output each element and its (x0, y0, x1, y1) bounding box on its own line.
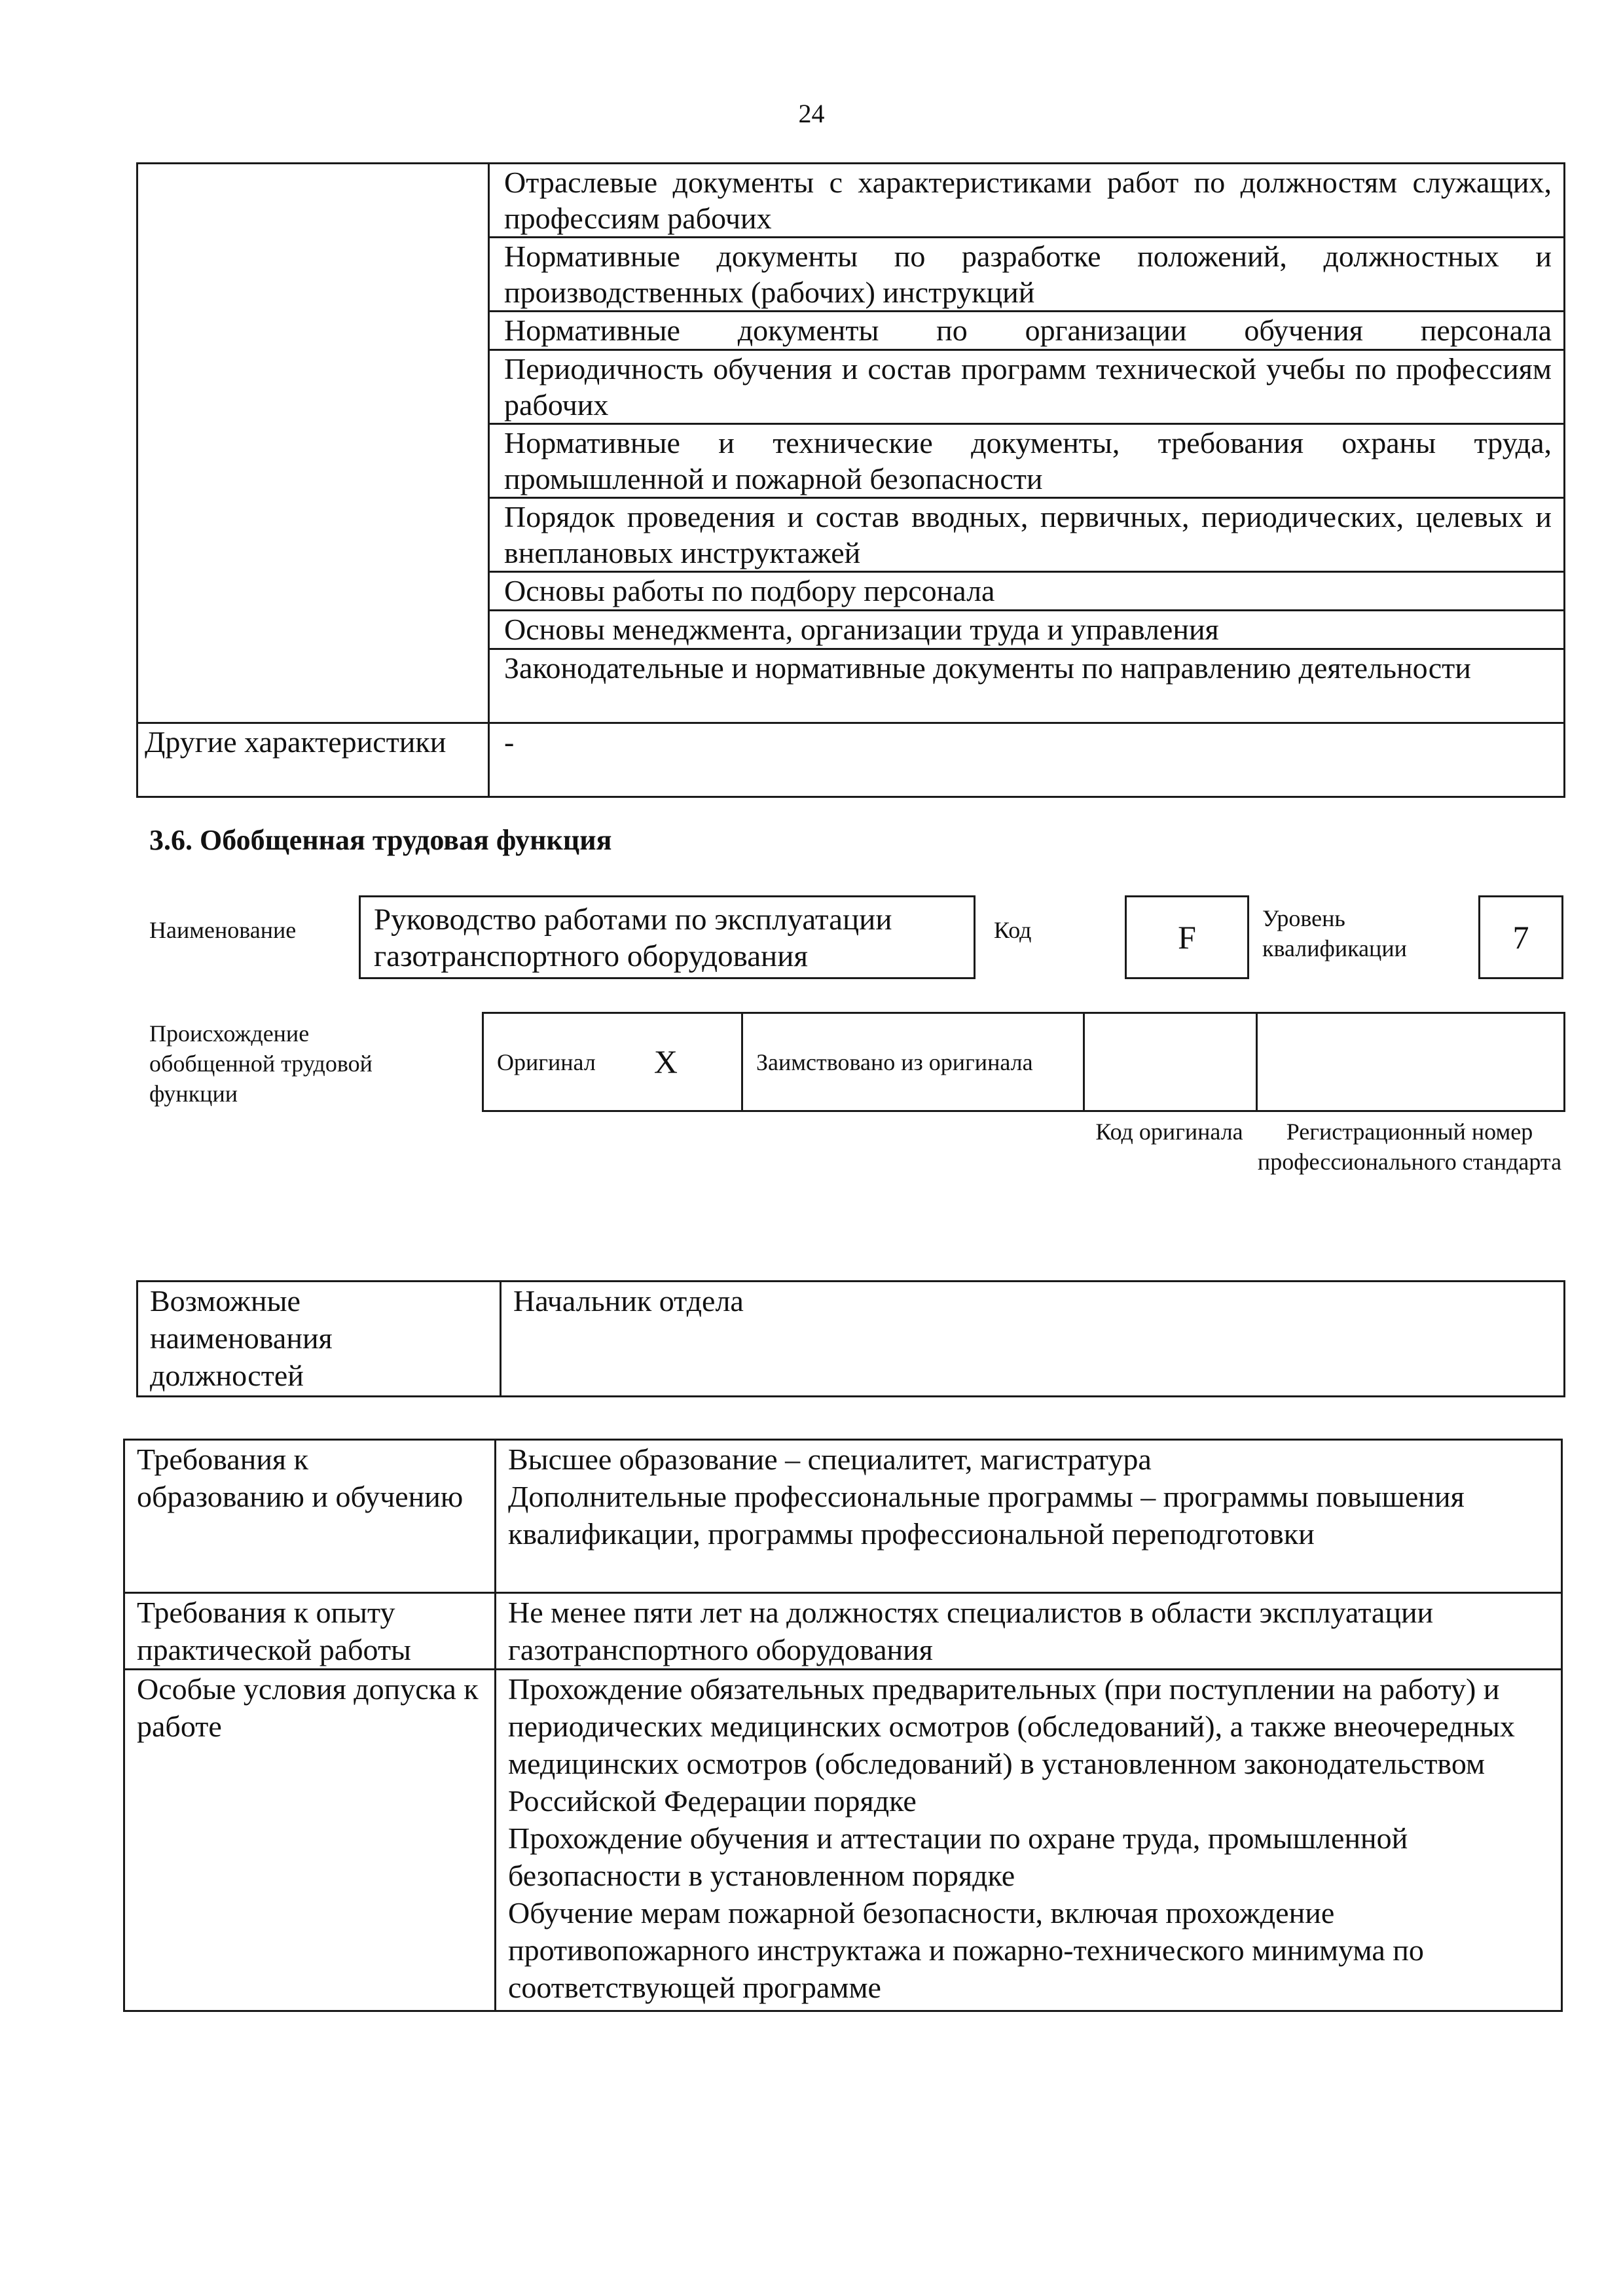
knowledge-item: Порядок проведения и состав вводных, первичных, периодических, целевых и внеплановых инструктажей (489, 498, 1565, 572)
table-row (137, 164, 1565, 238)
function-name-value: Руководство работами по эксплуатации газотранспортного оборудования (359, 895, 976, 979)
origin-label: Происхождение обобщенной трудовой функции (149, 1020, 373, 1107)
code-label: Код (994, 917, 1032, 943)
positions-label: Возможные наименования должностей (137, 1282, 501, 1397)
positions-table (136, 1280, 1565, 1397)
registration-number-caption: Регистрационный номер профессионального стандарта (1257, 1119, 1562, 1175)
original-label: Оригинал (497, 1049, 596, 1075)
requirement-line: Не менее пяти лет на должностях специалистов в области эксплуатации газотранспортного оборудования (508, 1596, 1434, 1666)
knowledge-item: Отраслевые документы с характеристиками работ по должностям служащих, профессиям рабочих (489, 164, 1565, 238)
original-mark: X (653, 1043, 678, 1080)
registration-number-cell (1257, 1013, 1565, 1111)
name-label: Наименование (149, 917, 297, 943)
experience-value (496, 1593, 1562, 1670)
qualification-level-value: 7 (1478, 895, 1563, 979)
table-row (137, 723, 1565, 797)
knowledge-item: Основы работы по подбору персонала (489, 572, 1565, 611)
table-row (124, 1670, 1562, 2011)
other-characteristics-value: - (489, 723, 1565, 797)
requirement-line: Высшее образование – специалитет, магистратура (508, 1443, 1152, 1476)
knowledge-table (136, 162, 1565, 798)
knowledge-item: Периодичность обучения и состав программ технической учебы по профессиям рабочих (489, 350, 1565, 424)
table-row (124, 1593, 1562, 1670)
empty-label-cell (137, 164, 489, 723)
original-code-caption: Код оригинала (1095, 1119, 1243, 1145)
original-cell (483, 1013, 742, 1111)
table-row (483, 1013, 1565, 1111)
requirement-line: Прохождение обучения и аттестации по охране труда, промышленной безопасности в установленном порядке (508, 1821, 1408, 1892)
qualification-level-label: Уровень квалификации (1262, 905, 1407, 961)
origin-table (482, 1012, 1565, 1112)
admission-conditions-value (496, 1670, 1562, 2011)
experience-label: Требования к опыту практической работы (124, 1593, 496, 1670)
knowledge-item: Нормативные документы по организации обучения персонала (489, 312, 1565, 350)
page-number: 24 (798, 99, 825, 128)
section-heading: 3.6. Обобщенная трудовая функция (149, 824, 612, 856)
requirement-line: Дополнительные профессиональные программы – программы повышения квалификации, программы профессиональной переподготовки (508, 1480, 1465, 1551)
requirement-line: Обучение мерам пожарной безопасности, включая прохождение противопожарного инструктажа и пожарно-технического минимума по соответствующей программе (508, 1896, 1424, 2004)
borrowed-label: Заимствовано из оригинала (742, 1013, 1084, 1111)
table-row (124, 1440, 1562, 1593)
original-code-cell (1084, 1013, 1257, 1111)
knowledge-item: Законодательные и нормативные документы по направлению деятельности (489, 649, 1565, 723)
education-value (496, 1440, 1562, 1593)
other-characteristics-label: Другие характеристики (137, 723, 489, 797)
knowledge-item: Основы менеджмента, организации труда и управления (489, 611, 1565, 649)
requirements-table (123, 1439, 1563, 2012)
positions-value: Начальник отдела (501, 1282, 1565, 1397)
code-value: F (1125, 895, 1249, 979)
education-label: Требования к образованию и обучению (124, 1440, 496, 1593)
knowledge-item: Нормативные документы по разработке положений, должностных и производственных (рабочих) инструкций (489, 238, 1565, 312)
admission-conditions-label: Особые условия допуска к работе (124, 1670, 496, 2011)
knowledge-item: Нормативные и технические документы, требования охраны труда, промышленной и пожарной безопасности (489, 424, 1565, 498)
table-row (137, 1282, 1565, 1397)
requirement-line: Прохождение обязательных предварительных (при поступлении на работу) и периодических медицинских осмотров (обследований), а также внеочередных медицинских осмотров (обследований) в установленном законодательством Российской Федерации порядке (508, 1672, 1515, 1818)
